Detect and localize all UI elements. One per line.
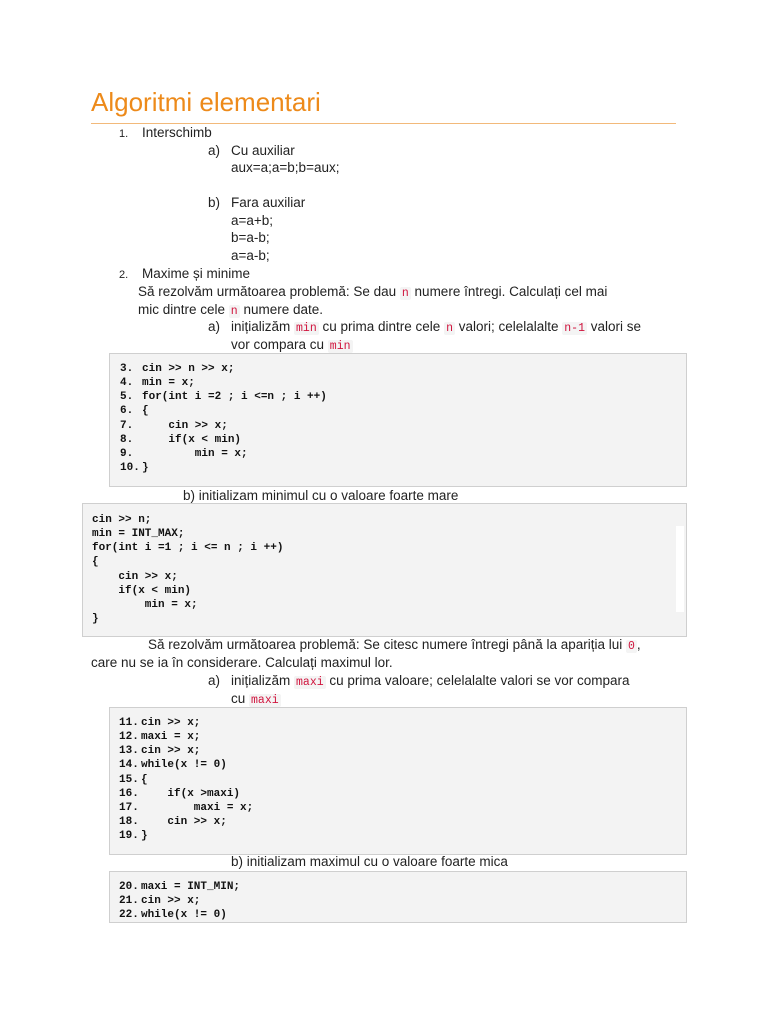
code-line: 13. cin >> x; — [119, 745, 201, 757]
code-line: 18. cin >> x; — [119, 816, 227, 828]
list-label-a: a) — [208, 143, 221, 158]
list-number-2: 2. — [119, 269, 129, 281]
code-block-maxi-first — [109, 707, 687, 855]
code-scrollbar[interactable] — [676, 526, 684, 612]
code-line: 20. maxi = INT_MIN; — [119, 881, 241, 893]
code-line: for(int i =1 ; i <= n ; i ++) — [92, 542, 284, 554]
code-line: 17. maxi = x; — [119, 802, 254, 814]
code-line: min = x; — [92, 599, 198, 611]
code-block-min-first — [109, 353, 687, 487]
code-line: 3. cin >> n >> x; — [120, 363, 235, 375]
step-a-line-1: inițializăm min cu prima dintre cele n valori; celelalalte n-1 valori se — [231, 319, 642, 335]
swap-line-1: a=a+b; — [231, 213, 274, 228]
code-line: cin >> n; — [92, 514, 152, 526]
code-line: 4. min = x; — [120, 377, 195, 389]
problem-statement-line-1: Să rezolvăm următoarea problemă: Se dau n numere întregi. Calculați cel mai — [138, 284, 608, 300]
code-line: 19. } — [119, 830, 148, 842]
code-block-int-min — [109, 871, 687, 923]
code-line: 16. if(x >maxi) — [119, 788, 241, 800]
code-line: 14. while(x != 0) — [119, 759, 227, 771]
swap-line-2: b=a-b; — [231, 230, 270, 245]
swap-with-aux-code: aux=a;a=b;b=aux; — [231, 160, 340, 175]
section-heading-maxime-minime: Maxime și minime — [142, 266, 251, 281]
code-line: 12. maxi = x; — [119, 731, 201, 743]
code-line: 21. cin >> x; — [119, 895, 201, 907]
code-line: 10. } — [120, 462, 149, 474]
code-line: 8. if(x < min) — [120, 434, 242, 446]
code-line: } — [92, 613, 99, 625]
problem-statement-line-2: mic dintre cele n numere date. — [138, 302, 324, 318]
step-a-line-2: vor compara cu min — [231, 337, 351, 353]
code-line: 5. for(int i =2 ; i <=n ; i ++) — [120, 391, 327, 403]
list-number-1: 1. — [119, 128, 129, 140]
code-line: 6. { — [120, 405, 149, 417]
code-line: 22. while(x != 0) — [119, 909, 227, 921]
code-line: min = INT_MAX; — [92, 528, 185, 540]
list-label-b: b) — [208, 195, 221, 210]
step-a-line-1: inițializăm maxi cu prima valoare; celelalalte valori se vor compara — [231, 673, 630, 689]
code-line: 11. cin >> x; — [119, 717, 201, 729]
code-line: 7. cin >> x; — [120, 420, 228, 432]
step-b-text: b) initializam maximul cu o valoare foarte mica — [231, 854, 508, 869]
list-label-a: a) — [208, 673, 221, 688]
page-title: Algoritmi elementari — [91, 87, 321, 117]
step-b-text: b) initializam minimul cu o valoare foarte mare — [183, 488, 459, 503]
inline-code-zero: 0 — [628, 640, 635, 653]
problem2-line-1: Să rezolvăm următoarea problemă: Se citesc numere întregi până la apariția lui 0 , — [148, 637, 641, 653]
code-block-int-max — [82, 503, 687, 637]
code-line: { — [92, 556, 99, 568]
code-line: 9. min = x; — [120, 448, 248, 460]
inline-code-n: n — [230, 305, 238, 318]
subheading-fara-auxiliar: Fara auxiliar — [231, 195, 306, 210]
list-label-a: a) — [208, 319, 221, 334]
step-a-line-2: cu maxi — [231, 691, 279, 707]
code-line: if(x < min) — [92, 585, 192, 597]
subheading-cu-auxiliar: Cu auxiliar — [231, 143, 295, 158]
inline-code-n: n — [401, 287, 409, 300]
problem2-line-2: care nu se ia în considerare. Calculați maximul lor. — [91, 655, 393, 670]
code-line: cin >> x; — [92, 571, 178, 583]
code-line: 15. { — [119, 774, 148, 786]
swap-line-3: a=a-b; — [231, 248, 270, 263]
section-heading-interschimb: Interschimb — [142, 125, 212, 140]
